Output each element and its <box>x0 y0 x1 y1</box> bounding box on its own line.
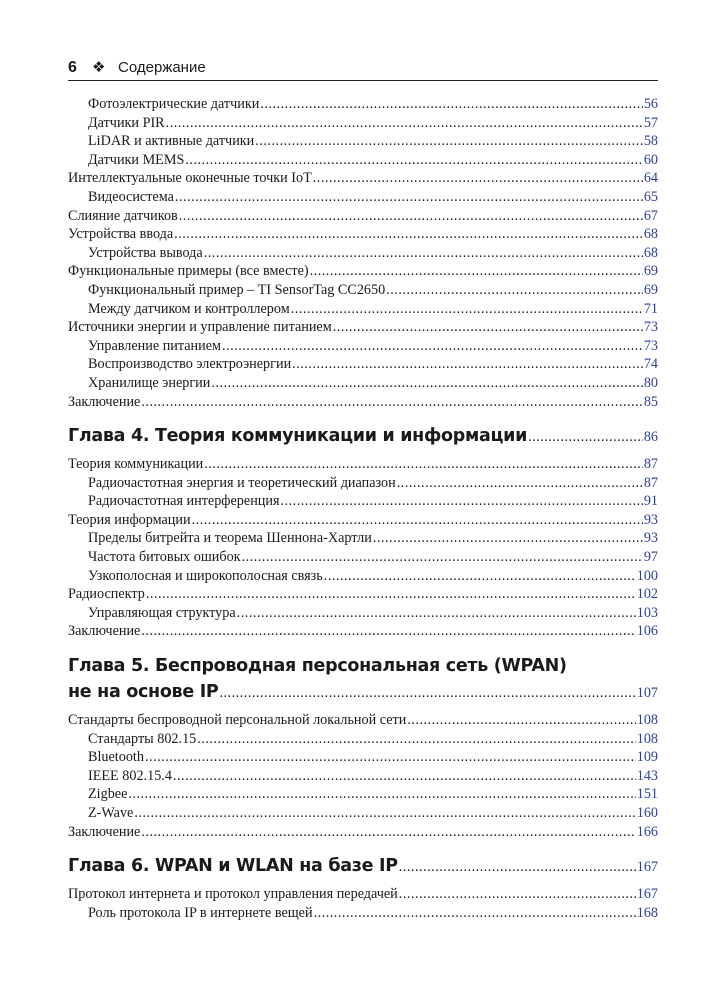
page-link[interactable]: 109 <box>636 749 658 766</box>
dot-leader <box>141 823 635 842</box>
page-link[interactable]: 73 <box>643 337 658 354</box>
entry-title: Интеллектуальные оконечные точки IoT <box>68 170 312 187</box>
page-link[interactable]: 68 <box>643 244 658 261</box>
chapter-heading[interactable] <box>68 653 658 705</box>
entry-title: Zigbee <box>88 786 128 803</box>
toc-subsection-entry[interactable] <box>68 132 658 151</box>
dot-leader <box>237 604 636 623</box>
dot-leader <box>314 904 636 923</box>
toc-section-entry[interactable] <box>68 823 658 842</box>
dot-leader <box>386 281 643 300</box>
page-link[interactable]: 143 <box>636 767 658 784</box>
toc-subsection-entry[interactable] <box>68 474 658 493</box>
page-link[interactable]: 100 <box>636 567 658 584</box>
chapter-title: Глава 5. Беспроводная персональная сеть (WPAN) <box>68 656 567 677</box>
dot-leader <box>173 767 636 786</box>
page-link[interactable]: 60 <box>643 151 658 168</box>
entry-title: Z-Wave <box>88 805 134 821</box>
dot-leader <box>197 730 635 749</box>
entry-title: Источники энергии и управление питанием <box>68 319 332 336</box>
entry-title: Bluetooth <box>88 749 144 766</box>
page-link[interactable]: 97 <box>643 549 658 566</box>
entry-title: Стандарты беспроводной персональной локальной сети <box>68 712 407 729</box>
toc-section-entry[interactable] <box>68 622 658 641</box>
page-link[interactable]: 108 <box>636 712 658 729</box>
dot-leader <box>407 711 635 730</box>
entry-title: Радиоспектр <box>68 586 145 603</box>
toc-subsection-entry[interactable] <box>68 767 658 786</box>
dot-leader <box>146 585 636 604</box>
toc-section-entry[interactable] <box>68 455 658 474</box>
page-link[interactable]: 103 <box>636 604 658 621</box>
page-link[interactable]: 107 <box>636 685 658 702</box>
entry-title: Слияние датчиков <box>68 207 178 224</box>
dot-leader <box>291 300 643 319</box>
toc-section-entry[interactable] <box>68 169 658 188</box>
entry-title: Пределы битрейта и теорема Шеннона-Хартли <box>88 530 372 547</box>
page-link[interactable]: 160 <box>636 805 658 821</box>
chapter-title: Глава 4. Теория коммуникации и информации <box>68 426 528 447</box>
entry-title: Хранилище энергии <box>88 374 211 391</box>
dot-leader <box>397 474 643 493</box>
toc-subsection-entry[interactable] <box>68 548 658 567</box>
dot-leader <box>222 337 643 356</box>
toc-subsection-entry[interactable] <box>68 151 658 170</box>
page-link[interactable]: 74 <box>643 356 658 373</box>
entry-title: Фотоэлектрические датчики <box>88 96 260 112</box>
dot-leader <box>128 785 635 804</box>
dot-leader <box>175 188 643 207</box>
dot-leader <box>324 567 636 586</box>
toc-subsection-entry[interactable] <box>68 300 658 319</box>
dot-leader <box>166 114 643 133</box>
entry-title: Заключение <box>68 823 141 840</box>
toc-subsection-entry[interactable] <box>68 114 658 133</box>
toc-section-entry[interactable] <box>68 207 658 226</box>
page-link[interactable]: 166 <box>636 823 658 840</box>
page-link[interactable]: 67 <box>643 207 658 224</box>
toc-subsection-entry[interactable] <box>68 730 658 749</box>
entry-title: Видеосистема <box>88 188 174 205</box>
toc-subsection-entry[interactable] <box>68 748 658 767</box>
toc-subsection-entry[interactable] <box>68 355 658 374</box>
page-link[interactable]: 168 <box>636 904 658 921</box>
dot-leader <box>219 680 635 706</box>
page-link[interactable]: 102 <box>636 586 658 603</box>
toc-subsection-entry[interactable] <box>68 804 658 823</box>
entry-title: Радиочастотная энергия и теоретический диапазон <box>88 474 396 491</box>
running-header <box>68 55 658 81</box>
section-title: Содержание <box>118 59 206 76</box>
toc-subsection-entry[interactable] <box>68 281 658 300</box>
toc-section-entry[interactable] <box>68 262 658 281</box>
toc-section-entry[interactable] <box>68 711 658 730</box>
page-link[interactable]: 106 <box>636 623 658 640</box>
entry-title: Заключение <box>68 393 141 410</box>
entry-title: Воспроизводство электроэнергии <box>88 356 292 373</box>
page-link[interactable]: 69 <box>643 263 658 280</box>
toc-section-entry[interactable] <box>68 585 658 604</box>
dot-leader <box>333 318 643 337</box>
entry-title: Функциональный пример – TI SensorTag CC2650 <box>88 281 386 298</box>
toc-subsection-entry[interactable] <box>68 337 658 356</box>
dot-leader <box>255 132 643 151</box>
dot-leader <box>192 511 643 530</box>
dot-leader <box>185 151 642 170</box>
page-link[interactable]: 71 <box>643 300 658 317</box>
page-link[interactable]: 87 <box>643 474 658 491</box>
table-of-contents <box>68 95 658 922</box>
entry-title: Роль протокола IP в интернете вещей <box>88 904 313 921</box>
page-link[interactable]: 91 <box>643 493 658 510</box>
page-number: 6 <box>68 59 77 76</box>
entry-title: Теория коммуникации <box>68 456 204 473</box>
page-link[interactable]: 64 <box>643 170 658 187</box>
toc-subsection-entry[interactable] <box>68 567 658 586</box>
dot-leader <box>399 854 636 880</box>
page-link[interactable]: 80 <box>643 374 658 391</box>
page-link[interactable]: 86 <box>643 429 658 446</box>
dot-leader <box>141 622 635 641</box>
entry-title: Заключение <box>68 623 141 640</box>
chapter-title: не на основе IP <box>68 682 219 703</box>
page-link[interactable]: 65 <box>643 188 658 205</box>
dot-leader <box>313 169 643 188</box>
dot-leader <box>528 424 643 450</box>
entry-title: Узкополосная и широкополосная связь <box>88 567 323 584</box>
page-link[interactable]: 167 <box>636 886 658 903</box>
entry-title: Между датчиком и контроллером <box>88 300 290 317</box>
page-link[interactable]: 69 <box>643 281 658 298</box>
entry-title: Управление питанием <box>88 337 222 354</box>
chapter-heading[interactable] <box>68 853 658 879</box>
toc-subsection-entry[interactable] <box>68 785 658 804</box>
page-link[interactable]: 108 <box>636 730 658 747</box>
dot-leader <box>204 244 643 263</box>
entry-title: Протокол интернета и протокол управления передачей <box>68 886 398 903</box>
entry-title: Теория информации <box>68 511 191 528</box>
toc-section-entry[interactable] <box>68 885 658 904</box>
entry-title: IEEE 802.15.4 <box>88 767 172 784</box>
page-link[interactable]: 87 <box>643 456 658 473</box>
dot-leader <box>211 374 642 393</box>
page-link[interactable]: 93 <box>643 530 658 547</box>
toc-subsection-entry[interactable] <box>68 95 658 114</box>
dot-leader <box>179 207 643 226</box>
page-link[interactable]: 93 <box>643 511 658 528</box>
page-link[interactable]: 167 <box>636 859 658 876</box>
entry-title: Устройства ввода <box>68 226 174 243</box>
entry-title: LiDAR и активные датчики <box>88 133 255 150</box>
page-link[interactable]: 56 <box>643 96 658 112</box>
entry-title: Стандарты 802.15 <box>88 730 197 747</box>
dot-leader <box>204 455 643 474</box>
entry-title: Датчики PIR <box>88 114 165 131</box>
toc-subsection-entry[interactable] <box>68 244 658 263</box>
toc-subsection-entry[interactable] <box>68 188 658 207</box>
page-link[interactable]: 73 <box>643 319 658 336</box>
toc-section-entry[interactable] <box>68 511 658 530</box>
dot-leader <box>134 804 635 823</box>
header-rule <box>68 80 658 81</box>
toc-section-entry[interactable] <box>68 318 658 337</box>
entry-title: Датчики MEMS <box>88 151 185 168</box>
entry-title: Устройства вывода <box>88 244 203 261</box>
entry-title: Частота битовых ошибок <box>88 549 241 566</box>
dot-leader <box>399 885 636 904</box>
page-link[interactable]: 57 <box>643 114 658 131</box>
dot-leader <box>141 393 642 412</box>
dot-leader <box>242 548 643 567</box>
dot-leader <box>373 529 643 548</box>
toc-subsection-entry[interactable] <box>68 904 658 923</box>
dot-leader <box>292 355 643 374</box>
ornament-icon: ❖ <box>92 59 106 76</box>
dot-leader <box>145 748 636 767</box>
page-link[interactable]: 151 <box>636 786 658 803</box>
page-link[interactable]: 85 <box>643 393 658 410</box>
dot-leader <box>260 95 642 114</box>
toc-section-entry[interactable] <box>68 393 658 412</box>
dot-leader <box>174 225 643 244</box>
toc-subsection-entry[interactable] <box>68 492 658 511</box>
toc-subsection-entry[interactable] <box>68 529 658 548</box>
page-link[interactable]: 68 <box>643 226 658 243</box>
entry-title: Функциональные примеры (все вместе) <box>68 263 309 280</box>
dot-leader <box>310 262 643 281</box>
entry-title: Радиочастотная интерференция <box>88 493 280 510</box>
chapter-heading[interactable] <box>68 423 658 449</box>
chapter-title: Глава 6. WPAN и WLAN на базе IP <box>68 856 398 877</box>
entry-title: Управляющая структура <box>88 604 236 621</box>
toc-section-entry[interactable] <box>68 225 658 244</box>
toc-subsection-entry[interactable] <box>68 374 658 393</box>
toc-subsection-entry[interactable] <box>68 604 658 623</box>
dot-leader <box>281 492 643 511</box>
page-link[interactable]: 58 <box>643 133 658 150</box>
